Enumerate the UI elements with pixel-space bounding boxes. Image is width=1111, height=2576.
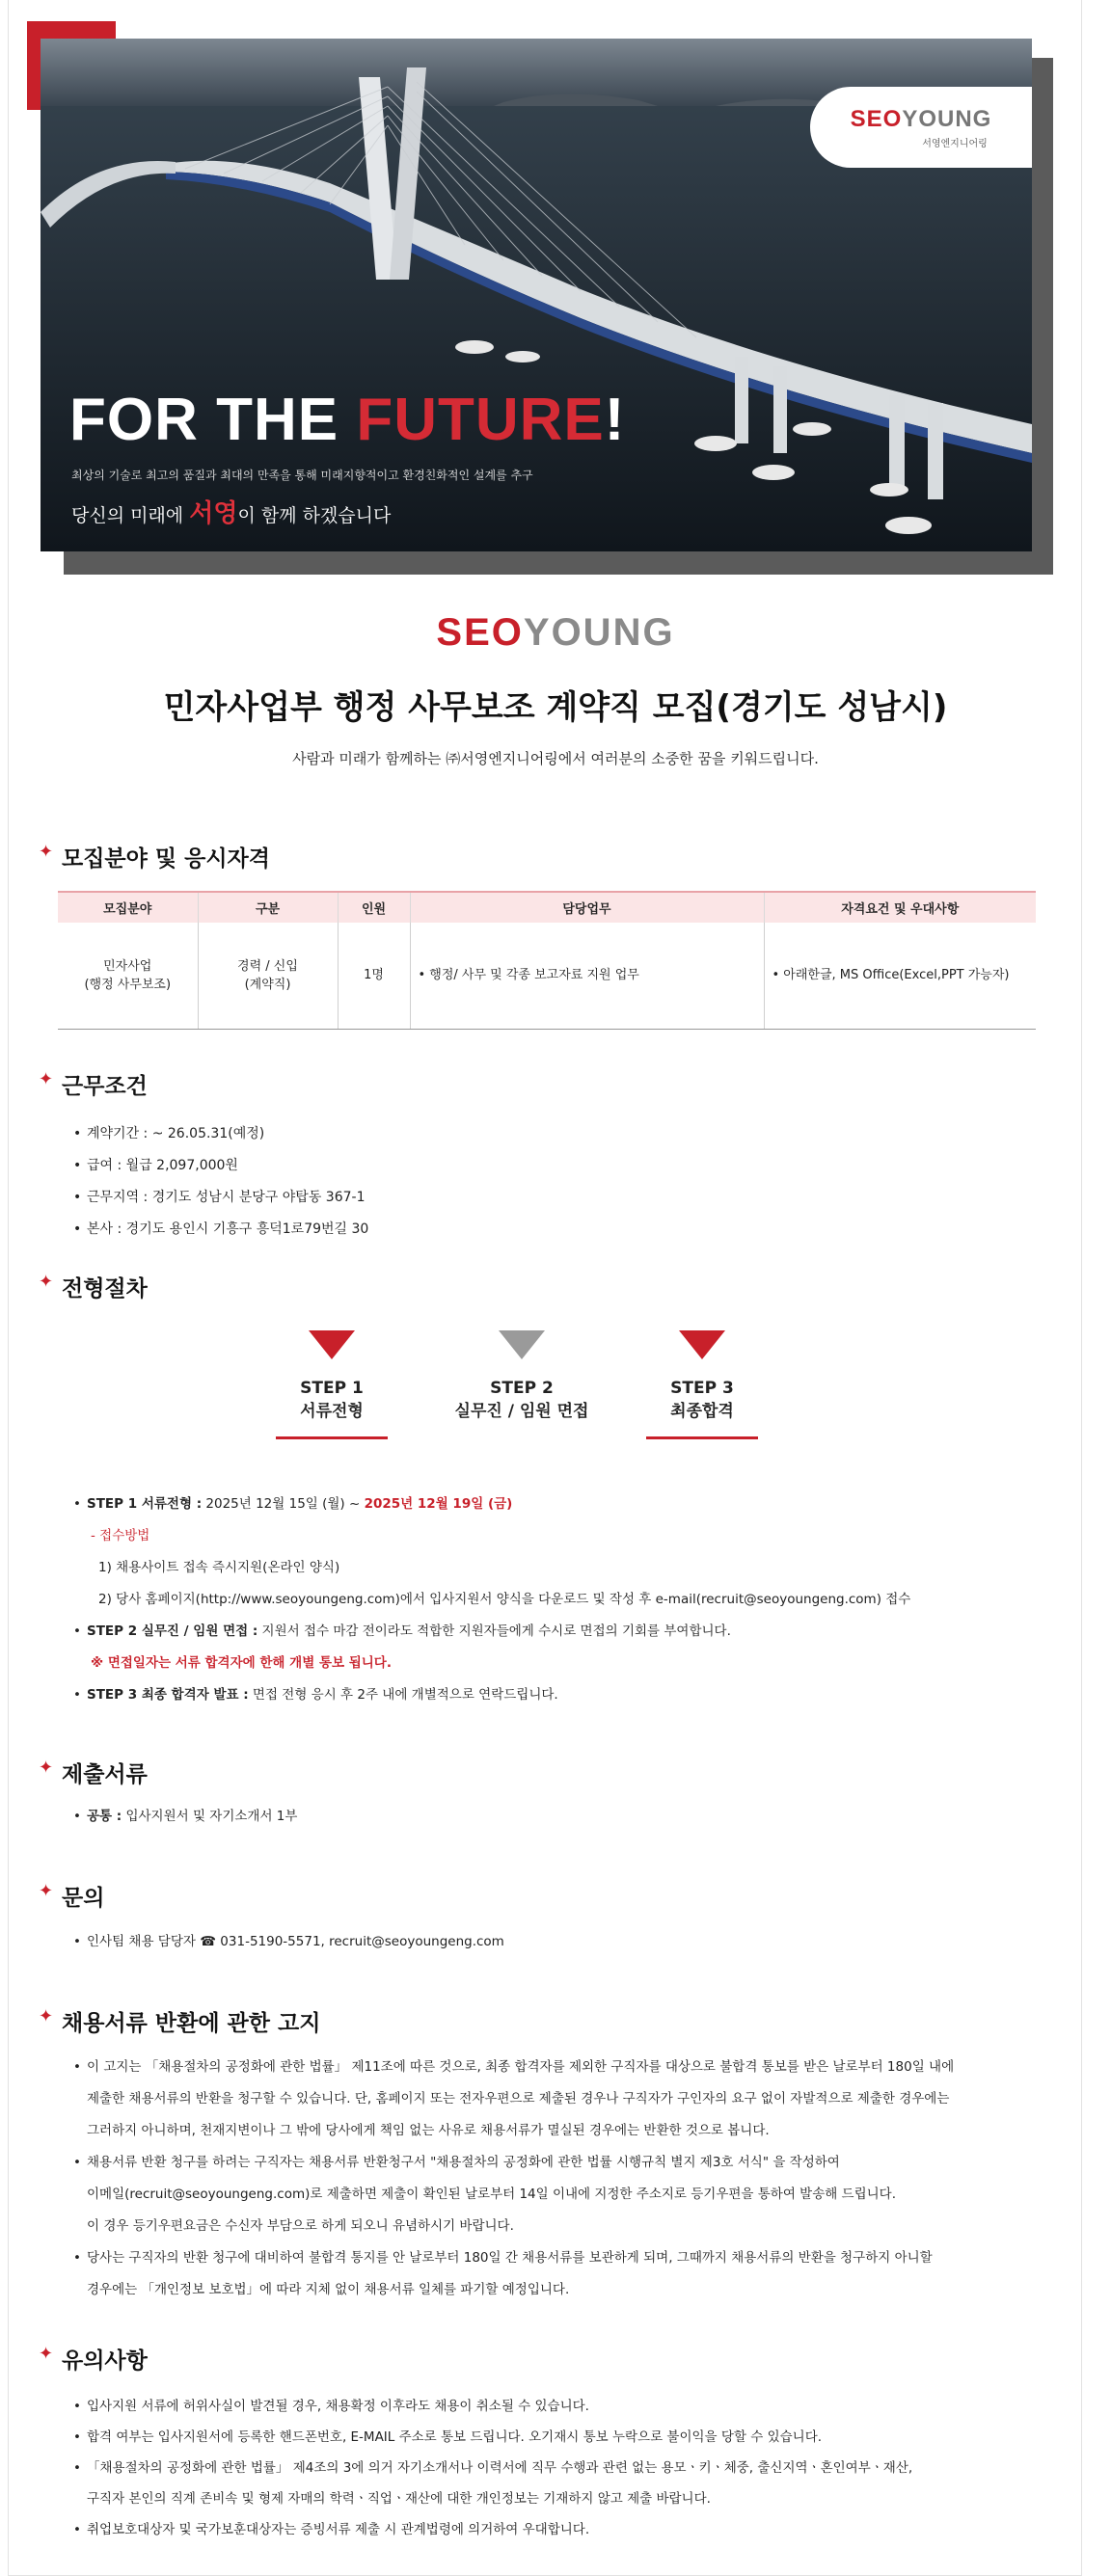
section-title: 전형절차 bbox=[62, 1276, 148, 1301]
hero-slogan-post: 이 함께 하겠습니다 bbox=[237, 505, 392, 526]
list-item bbox=[73, 2052, 954, 2147]
list-item bbox=[73, 2147, 954, 2242]
column-header: 담당업무 bbox=[410, 892, 764, 923]
section-title: 유의사항 bbox=[62, 2348, 148, 2374]
column-header: 모집분야 bbox=[58, 892, 198, 923]
process-note bbox=[73, 1648, 910, 1679]
notice-line: 이 경우 등기우편요금은 수신자 부담으로 하게 되오니 유념하시기 바랍니다. bbox=[87, 2218, 514, 2234]
section-heading-positions bbox=[39, 841, 270, 872]
list-item: • 인사팀 채용 담당자 ☎ 031-5190-5571, recruit@seoyoungeng.com bbox=[73, 1928, 504, 1955]
hero-tagline: 최상의 기술로 최고의 품질과 최대의 만족을 통해 미래지향적이고 환경친화적인 설계를 추구 bbox=[71, 469, 533, 482]
list-item bbox=[73, 2453, 912, 2514]
table-row bbox=[58, 923, 1036, 1029]
cell-text: (행정 사무보조) bbox=[84, 977, 172, 992]
section-heading-cautions bbox=[39, 2343, 148, 2375]
list-item bbox=[73, 2242, 954, 2306]
step-arrow-icon bbox=[499, 1330, 545, 1359]
section-heading-conditions bbox=[39, 1068, 148, 1100]
hero-banner bbox=[0, 0, 1111, 578]
hero-title-mark: ! bbox=[604, 387, 626, 453]
step-name: 최종합격 bbox=[670, 1402, 734, 1421]
method-item: 2) 당사 홈페이지(http://www.seoyoungeng.com)에서 입사지원서 양식을 다운로드 및 작성 후 e-mail(recruit@seoyoungeng.com) 접수 bbox=[98, 1592, 911, 1607]
hero-logo-red: SEO bbox=[850, 105, 903, 132]
section-title: 근무조건 bbox=[62, 1074, 148, 1099]
documents-list bbox=[73, 1803, 297, 1830]
hero-title bbox=[69, 386, 625, 454]
process-step-1 bbox=[73, 1489, 910, 1520]
column-header: 구분 bbox=[198, 892, 338, 923]
notice-line: • 채용서류 반환 청구를 하려는 구직자는 채용서류 반환청구서 "채용절차의 공정화에 관한 법률 시행규칙 별지 제3호 서식" 을 작성하여 bbox=[87, 2155, 840, 2170]
notice-line: • 당사는 구직자의 반환 청구에 대비하여 불합격 통지를 안 날로부터 180일 간 채용서류를 보관하게 되며, 그때까지 채용서류의 반환을 청구하지 아니할 bbox=[87, 2250, 933, 2266]
positions-table bbox=[58, 891, 1036, 1030]
process-method bbox=[73, 1520, 910, 1552]
cell-field bbox=[58, 923, 198, 1029]
process-step-3 bbox=[73, 1679, 910, 1711]
process-text: 지원서 접수 마감 전이라도 적합한 지원자들에게 수시로 면접의 기회를 부여합니다. bbox=[257, 1623, 731, 1639]
notice-line: 그러하지 아니하며, 천재지변이나 그 밖에 당사에게 책임 없는 사유로 채용서류가 멸실된 경우에는 반환한 것으로 봅니다. bbox=[87, 2123, 770, 2138]
method-label: - 접수방법 bbox=[91, 1528, 150, 1543]
process-details bbox=[73, 1489, 910, 1711]
process-text: 면접 전형 응시 후 2주 내에 개별적으로 연락드립니다. bbox=[248, 1687, 558, 1703]
hero-logo-subtitle: 서영엔지니어링 bbox=[922, 138, 988, 149]
cautions-list bbox=[73, 2391, 912, 2545]
step-underline bbox=[646, 1436, 758, 1439]
section-marker-icon: ✦ bbox=[39, 842, 54, 862]
column-header: 인원 bbox=[338, 892, 410, 923]
section-marker-icon: ✦ bbox=[39, 2344, 54, 2364]
notice-line: • 이 고지는 「채용절차의 공정화에 관한 법률」 제11조에 따른 것으로, 최종 합격자를 제외한 구직자를 대상으로 불합격 통보를 받은 날로부터 180일 내에 bbox=[87, 2059, 955, 2075]
notice-line: 제출한 채용서류의 반환을 청구할 수 있습니다. 단, 홈페이지 또는 전자우편으로 제출된 경우나 구직자가 구인자의 요구 없이 자발적으로 제출한 경우에는 bbox=[87, 2091, 950, 2106]
section-title: 제출서류 bbox=[62, 1762, 148, 1787]
hero-logo-badge bbox=[810, 87, 1032, 168]
step-name: 서류전형 bbox=[300, 1402, 364, 1421]
section-marker-icon: ✦ bbox=[39, 1881, 54, 1901]
step-3 bbox=[642, 1330, 762, 1439]
hero-logo bbox=[851, 106, 992, 133]
step-number: STEP 3 bbox=[670, 1379, 734, 1398]
list-item: • 취업보호대상자 및 국가보훈대상자는 증빙서류 제출 시 관계법령에 의거하여 우대합니다. bbox=[73, 2514, 912, 2545]
list-item: • 본사 : 경기도 용인시 기흥구 흥덕1로79번길 30 bbox=[73, 1214, 368, 1246]
list-item: • 급여 : 월급 2,097,000원 bbox=[73, 1150, 368, 1182]
page-title: 민자사업부 행정 사무보조 계약직 모집(경기도 성남시) bbox=[163, 688, 948, 727]
return-notice-list bbox=[73, 2052, 954, 2306]
cell-count: 1명 bbox=[338, 923, 410, 1029]
cell-requirements: • 아래한글, MS Office(Excel,PPT 가능자) bbox=[764, 923, 1036, 1029]
section-marker-icon: ✦ bbox=[39, 1272, 54, 1292]
section-marker-icon: ✦ bbox=[39, 1758, 54, 1778]
section-heading-process bbox=[39, 1271, 148, 1302]
section-heading-contact bbox=[39, 1880, 104, 1912]
column-header: 자격요건 및 우대사항 bbox=[764, 892, 1036, 923]
conditions-list bbox=[73, 1118, 368, 1246]
step-arrow-icon bbox=[309, 1330, 355, 1359]
logo-red: SEO bbox=[436, 611, 524, 654]
cell-type bbox=[198, 923, 338, 1029]
step-1 bbox=[272, 1330, 392, 1439]
logo-gray: YOUNG bbox=[523, 611, 675, 654]
contact-list bbox=[73, 1928, 504, 1955]
step-number: STEP 2 bbox=[490, 1379, 554, 1398]
list-item bbox=[73, 1803, 297, 1830]
deadline-text: 2025년 12월 19일 (금) bbox=[364, 1496, 513, 1512]
hero-slogan-red: 서영 bbox=[189, 499, 238, 528]
hero-logo-gray: YOUNG bbox=[902, 105, 992, 132]
interview-note: ※ 면접일자는 서류 합격자에 한해 개별 통보 됩니다. bbox=[91, 1655, 392, 1671]
list-item: • 근무지역 : 경기도 성남시 분당구 야탑동 367-1 bbox=[73, 1182, 368, 1214]
cell-text: 경력 / 신입 bbox=[237, 958, 298, 974]
hero-image bbox=[41, 39, 1032, 551]
process-step-2 bbox=[73, 1616, 910, 1648]
list-item: • 입사지원 서류에 허위사실이 발견될 경우, 채용확정 이후라도 채용이 취소될 수 있습니다. bbox=[73, 2391, 912, 2422]
method-item: 1) 채용사이트 접속 즉시지원(온라인 양식) bbox=[98, 1560, 340, 1575]
hero-slogan-pre: 당신의 미래에 bbox=[71, 505, 190, 526]
hero-slogan bbox=[71, 494, 391, 529]
section-title: 모집분야 및 응시자격 bbox=[62, 846, 270, 872]
step-number: STEP 1 bbox=[300, 1379, 364, 1398]
process-label: STEP 1 서류전형 : bbox=[87, 1496, 203, 1512]
caution-line: 구직자 본인의 직계 존비속 및 형제 자매의 학력ㆍ직업ㆍ재산에 대한 개인정보는 기재하지 않고 제출 바랍니다. bbox=[87, 2491, 711, 2507]
step-name: 실무진 / 임원 면접 bbox=[454, 1402, 589, 1421]
notice-line: 경우에는 「개인정보 보호법」에 따라 지체 없이 채용서류 일체를 파기할 예정입니다. bbox=[87, 2282, 570, 2297]
list-item: • 합격 여부는 입사지원서에 등록한 핸드폰번호, E-MAIL 주소로 통보 드립니다. 오기재시 통보 누락으로 불이익을 당할 수 있습니다. bbox=[73, 2422, 912, 2453]
cell-text: 민자사업 bbox=[103, 958, 152, 974]
section-title: 문의 bbox=[62, 1886, 105, 1911]
process-text: 2025년 12월 15일 (월) ~ bbox=[202, 1496, 365, 1512]
process-label: STEP 2 실무진 / 임원 면접 : bbox=[87, 1623, 258, 1639]
section-title: 채용서류 반환에 관한 고지 bbox=[62, 2011, 321, 2036]
doc-label: 공통 : bbox=[87, 1809, 122, 1824]
cell-duty: • 행정/ 사무 및 각종 보고자료 지원 업무 bbox=[410, 923, 764, 1029]
notice-line: 이메일(recruit@seoyoungeng.com)로 제출하면 제출이 확인된 날로부터 14일 이내에 지정한 주소지로 등기우편을 통하여 발송해 드립니다. bbox=[87, 2187, 897, 2202]
step-underline bbox=[276, 1436, 388, 1439]
section-heading-documents bbox=[39, 1757, 148, 1788]
step-arrow-icon bbox=[679, 1330, 725, 1359]
section-heading-return-notice bbox=[39, 2005, 320, 2037]
hero-title-white: FOR THE bbox=[69, 387, 357, 453]
page-subtitle: 사람과 미래가 함께하는 ㈜서영엔지니어링에서 여러분의 소중한 꿈을 키워드립니다. bbox=[292, 750, 819, 767]
section-marker-icon: ✦ bbox=[39, 2006, 54, 2026]
section-marker-icon: ✦ bbox=[39, 1069, 54, 1089]
cell-text: (계약직) bbox=[244, 977, 291, 992]
step-2 bbox=[449, 1330, 594, 1423]
doc-text: 입사지원서 및 자기소개서 1부 bbox=[122, 1809, 298, 1824]
hero-title-red: FUTURE bbox=[356, 387, 605, 453]
table-header-row bbox=[58, 892, 1036, 923]
list-item: • 계약기간 : ~ 26.05.31(예정) bbox=[73, 1118, 368, 1150]
caution-line: • 「채용절차의 공정화에 관한 법률」 제4조의 3에 의거 자기소개서나 이력서에 직무 수행과 관련 없는 용모ㆍ키ㆍ체중, 출신지역ㆍ혼인여부ㆍ재산, bbox=[87, 2460, 913, 2476]
company-logo bbox=[0, 611, 1111, 655]
process-label: STEP 3 최종 합격자 발표 : bbox=[87, 1687, 249, 1703]
